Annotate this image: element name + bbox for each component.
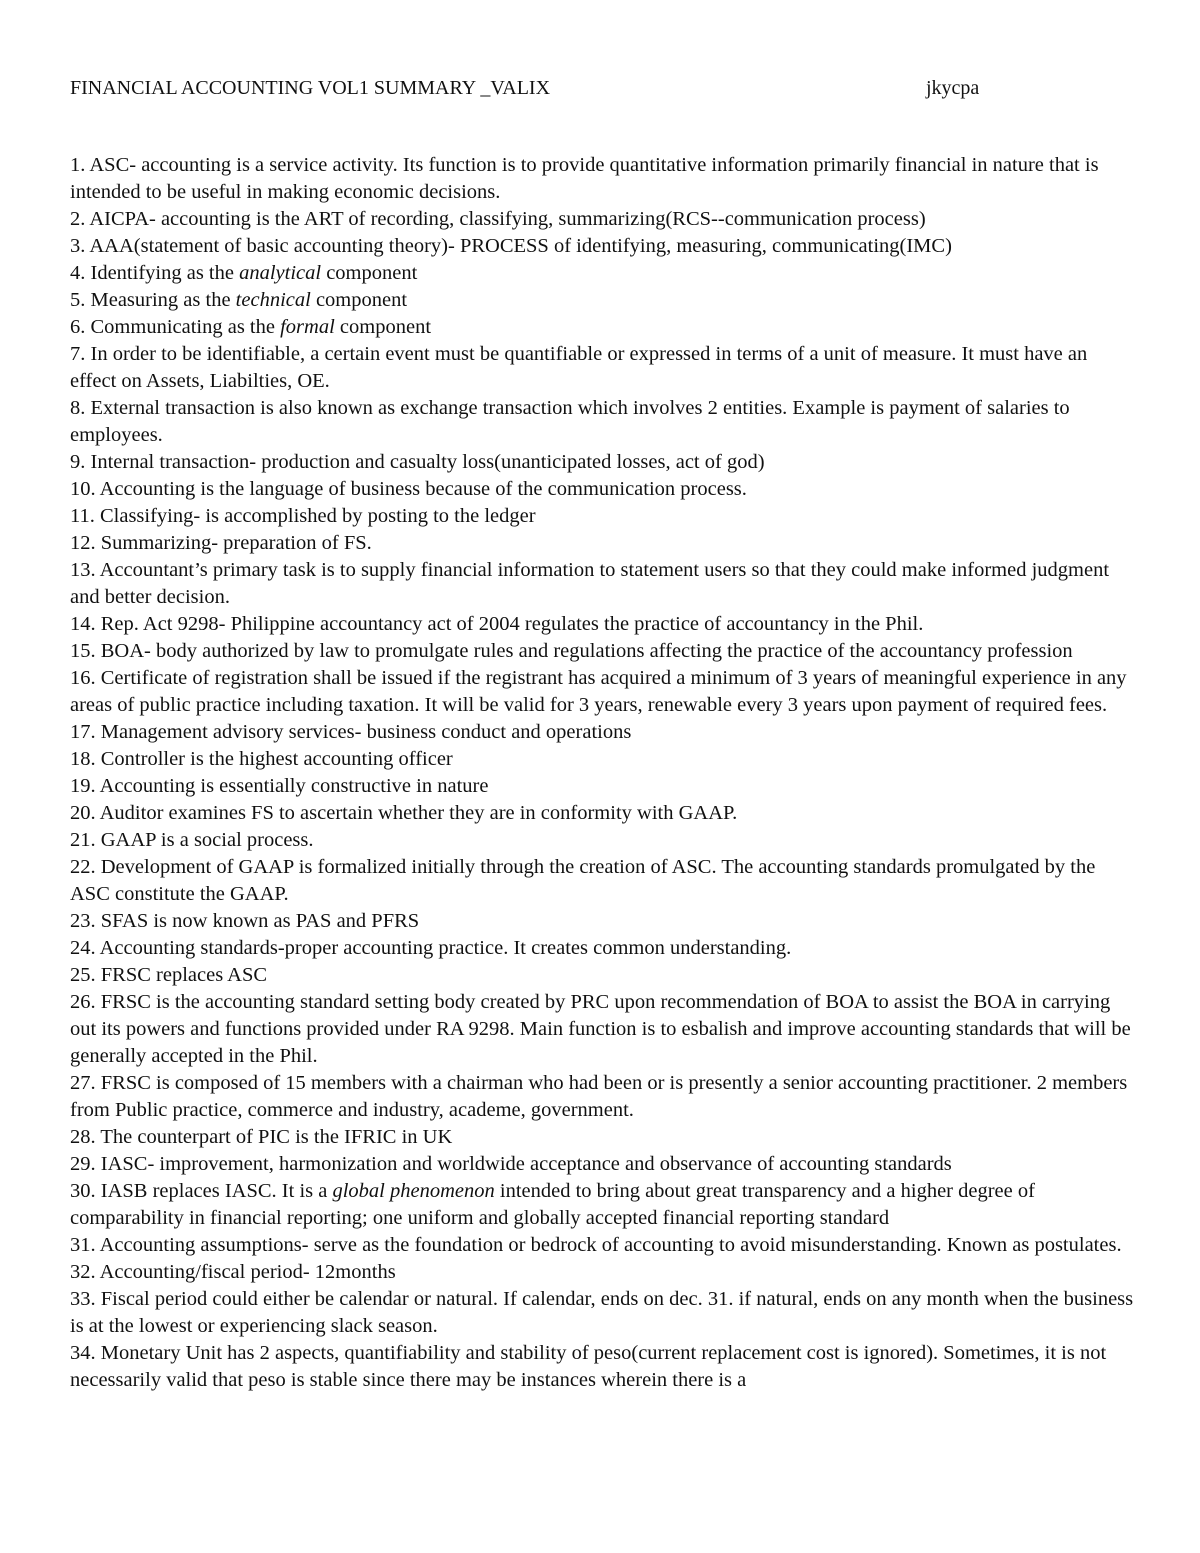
list-item: 26. FRSC is the accounting standard setting body created by PRC upon recommendation of BOA to assist the BOA in carrying out its powers and functions provided under RA 9298. Main function is to esbalish and improve accounting standards that will be generally accepted in the Phil. [70, 991, 1131, 1067]
list-item: 31. Accounting assumptions- serve as the foundation or bedrock of accounting to avoid misunderstanding. Known as postulates. [70, 1234, 1122, 1256]
list-item: 33. Fiscal period could either be calendar or natural. If calendar, ends on dec. 31. if natural, ends on any month when the business is at the lowest or experiencing slack season. [70, 1288, 1134, 1337]
list-item: 22. Development of GAAP is formalized initially through the creation of ASC. The accounting standards promulgated by the ASC constitute the GAAP. [70, 856, 1096, 905]
list-item: 17. Management advisory services- business conduct and operations [70, 721, 632, 743]
item-emphasis: analytical [239, 262, 322, 284]
list-item: 34. Monetary Unit has 2 aspects, quantifiability and stability of peso(current replacement cost is ignored). Sometimes, it is not necessarily valid that peso is stable since there may be instances wherein there is a [70, 1342, 1107, 1391]
list-item: 13. Accountant’s primary task is to supply financial information to statement users so that they could make informed judgment and better decision. [70, 559, 1110, 608]
list-item [70, 287, 1135, 314]
list-item: 19. Accounting is essentially constructive in nature [70, 775, 489, 797]
list-item [70, 314, 1135, 341]
list-item: 7. In order to be identifiable, a certain event must be quantifiable or expressed in terms of a unit of measure. It must have an effect on Assets, Liabilties, OE. [70, 343, 1088, 392]
list-item: 20. Auditor examines FS to ascertain whether they are in conformity with GAAP. [70, 802, 738, 824]
item-text-before: 5. Measuring as the [70, 289, 236, 311]
item-text-before: 30. IASB replaces IASC. It is a [70, 1180, 333, 1202]
item-text-before: 6. Communicating as the [70, 316, 281, 338]
item-text-after: component [310, 289, 408, 311]
item-text-after: component [334, 316, 432, 338]
list-item: 18. Controller is the highest accounting officer [70, 748, 453, 770]
list-item: 32. Accounting/fiscal period- 12months [70, 1261, 396, 1283]
list-item: 10. Accounting is the language of business because of the communication process. [70, 478, 747, 500]
list-item: 28. The counterpart of PIC is the IFRIC in UK [70, 1126, 453, 1148]
list-item: 16. Certificate of registration shall be issued if the registrant has acquired a minimum of 3 years of meaningful experience in any areas of public practice including taxation. It will be valid for 3 years, renewable every 3 years upon payment of required fees. [70, 667, 1127, 716]
summary-list [70, 152, 1135, 1394]
list-item: 12. Summarizing- preparation of FS. [70, 532, 372, 554]
list-item: 2. AICPA- accounting is the ART of recording, classifying, summarizing(RCS--communication process) [70, 208, 926, 230]
list-item: 29. IASC- improvement, harmonization and worldwide acceptance and observance of accounting standards [70, 1153, 952, 1175]
list-item: 24. Accounting standards-proper accounting practice. It creates common understanding. [70, 937, 792, 959]
list-item: 9. Internal transaction- production and casualty loss(unanticipated losses, act of god) [70, 451, 765, 473]
list-item: 23. SFAS is now known as PAS and PFRS [70, 910, 420, 932]
list-item: 14. Rep. Act 9298- Philippine accountancy act of 2004 regulates the practice of accountancy in the Phil. [70, 613, 924, 635]
item-text-after: intended to bring about great transparency and a higher degree of comparability in financial reporting; one uniform and globally accepted financial reporting standard [70, 1180, 1035, 1229]
item-emphasis: formal [280, 316, 335, 338]
document-author: jkycpa [926, 77, 980, 99]
page-header [70, 73, 1130, 103]
item-text-after: component [321, 262, 418, 284]
list-item: 21. GAAP is a social process. [70, 829, 314, 851]
list-item: 25. FRSC replaces ASC [70, 964, 268, 986]
list-item: 11. Classifying- is accomplished by posting to the ledger [70, 505, 536, 527]
list-item [70, 260, 1135, 287]
item-emphasis: technical [235, 289, 311, 311]
list-item: 8. External transaction is also known as exchange transaction which involves 2 entities. Example is payment of salaries to employees. [70, 397, 1070, 446]
document-title: FINANCIAL ACCOUNTING VOL1 SUMMARY _VALIX [70, 77, 551, 99]
list-item: 1. ASC- accounting is a service activity. Its function is to provide quantitative information primarily financial in nature that is intended to be useful in making economic decisions. [70, 154, 1099, 203]
list-item: 15. BOA- body authorized by law to promulgate rules and regulations affecting the practice of the accountancy profession [70, 640, 1073, 662]
list-item [70, 1178, 1135, 1232]
list-item: 3. AAA(statement of basic accounting theory)- PROCESS of identifying, measuring, communicating(IMC) [70, 235, 952, 257]
item-emphasis: global phenomenon [332, 1180, 495, 1202]
item-text-before: 4. Identifying as the [70, 262, 240, 284]
list-item: 27. FRSC is composed of 15 members with a chairman who had been or is presently a senior accounting practitioner. 2 members from Public practice, commerce and industry, academe, government. [70, 1072, 1128, 1121]
